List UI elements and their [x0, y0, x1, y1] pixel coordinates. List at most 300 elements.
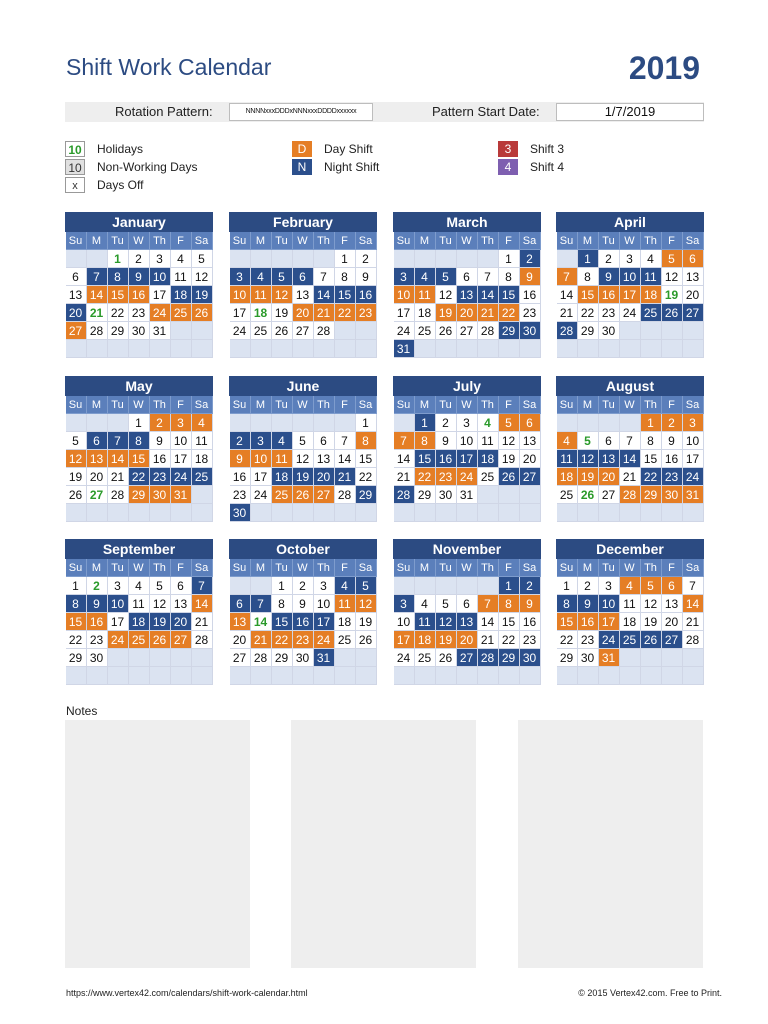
calendar-day[interactable]: 23	[356, 304, 377, 322]
calendar-day[interactable]: 21	[192, 613, 213, 631]
calendar-day[interactable]: 31	[683, 486, 704, 504]
calendar-day[interactable]: 6	[457, 595, 478, 613]
calendar-day[interactable]: 3	[108, 577, 129, 595]
calendar-day[interactable]: 21	[108, 468, 129, 486]
calendar-day[interactable]: 13	[171, 595, 192, 613]
calendar-day[interactable]: 6	[230, 595, 251, 613]
calendar-day[interactable]: 13	[230, 613, 251, 631]
calendar-day[interactable]: 30	[87, 649, 108, 667]
calendar-day[interactable]: 10	[314, 595, 335, 613]
calendar-day[interactable]: 23	[599, 304, 620, 322]
calendar-day[interactable]: 27	[66, 322, 87, 340]
calendar-day[interactable]: 14	[683, 595, 704, 613]
calendar-day[interactable]: 25	[129, 631, 150, 649]
calendar-day[interactable]: 23	[520, 631, 541, 649]
calendar-day[interactable]: 22	[641, 468, 662, 486]
calendar-day[interactable]: 24	[620, 304, 641, 322]
calendar-day[interactable]: 4	[129, 577, 150, 595]
calendar-day[interactable]: 19	[662, 286, 683, 304]
calendar-day[interactable]: 13	[293, 286, 314, 304]
calendar-day[interactable]: 7	[251, 595, 272, 613]
calendar-day[interactable]: 3	[457, 414, 478, 432]
calendar-day[interactable]: 15	[272, 613, 293, 631]
calendar-day[interactable]: 3	[171, 414, 192, 432]
calendar-day[interactable]: 25	[415, 322, 436, 340]
calendar-day[interactable]: 26	[578, 486, 599, 504]
calendar-day[interactable]: 27	[87, 486, 108, 504]
calendar-day[interactable]: 4	[641, 250, 662, 268]
calendar-day[interactable]: 22	[108, 304, 129, 322]
calendar-day[interactable]: 18	[641, 286, 662, 304]
calendar-day[interactable]: 7	[335, 432, 356, 450]
calendar-day[interactable]: 25	[251, 322, 272, 340]
calendar-day[interactable]: 6	[171, 577, 192, 595]
calendar-day[interactable]: 30	[293, 649, 314, 667]
calendar-day[interactable]: 11	[272, 450, 293, 468]
calendar-day[interactable]: 9	[520, 595, 541, 613]
calendar-day[interactable]: 29	[499, 649, 520, 667]
calendar-day[interactable]: 26	[436, 322, 457, 340]
calendar-day[interactable]: 27	[314, 486, 335, 504]
calendar-day[interactable]: 1	[335, 250, 356, 268]
calendar-day[interactable]: 2	[520, 577, 541, 595]
calendar-day[interactable]: 18	[251, 304, 272, 322]
calendar-day[interactable]: 29	[415, 486, 436, 504]
calendar-day[interactable]: 9	[662, 432, 683, 450]
calendar-day[interactable]: 12	[150, 595, 171, 613]
calendar-day[interactable]: 6	[683, 250, 704, 268]
calendar-day[interactable]: 25	[557, 486, 578, 504]
calendar-day[interactable]: 14	[335, 450, 356, 468]
calendar-day[interactable]: 4	[192, 414, 213, 432]
calendar-day[interactable]: 11	[251, 286, 272, 304]
calendar-day[interactable]: 8	[108, 268, 129, 286]
calendar-day[interactable]: 17	[314, 613, 335, 631]
calendar-day[interactable]: 1	[129, 414, 150, 432]
calendar-day[interactable]: 4	[272, 432, 293, 450]
calendar-day[interactable]: 13	[457, 613, 478, 631]
calendar-day[interactable]: 24	[251, 486, 272, 504]
calendar-day[interactable]: 9	[436, 432, 457, 450]
calendar-day[interactable]: 30	[520, 649, 541, 667]
calendar-day[interactable]: 4	[171, 250, 192, 268]
calendar-day[interactable]: 7	[314, 268, 335, 286]
calendar-day[interactable]: 10	[620, 268, 641, 286]
calendar-day[interactable]: 18	[272, 468, 293, 486]
calendar-day[interactable]: 2	[436, 414, 457, 432]
calendar-day[interactable]: 8	[66, 595, 87, 613]
calendar-day[interactable]: 26	[662, 304, 683, 322]
calendar-day[interactable]: 26	[150, 631, 171, 649]
calendar-day[interactable]: 28	[335, 486, 356, 504]
calendar-day[interactable]: 16	[520, 286, 541, 304]
calendar-day[interactable]: 15	[66, 613, 87, 631]
calendar-day[interactable]: 8	[272, 595, 293, 613]
calendar-day[interactable]: 19	[272, 304, 293, 322]
calendar-day[interactable]: 24	[394, 322, 415, 340]
calendar-day[interactable]: 14	[87, 286, 108, 304]
calendar-day[interactable]: 27	[683, 304, 704, 322]
calendar-day[interactable]: 25	[192, 468, 213, 486]
calendar-day[interactable]: 13	[66, 286, 87, 304]
calendar-day[interactable]: 2	[129, 250, 150, 268]
calendar-day[interactable]: 5	[150, 577, 171, 595]
calendar-day[interactable]: 14	[108, 450, 129, 468]
calendar-day[interactable]: 1	[272, 577, 293, 595]
calendar-day[interactable]: 3	[394, 595, 415, 613]
calendar-day[interactable]: 31	[457, 486, 478, 504]
calendar-day[interactable]: 22	[499, 631, 520, 649]
calendar-day[interactable]: 24	[394, 649, 415, 667]
calendar-day[interactable]: 1	[415, 414, 436, 432]
calendar-day[interactable]: 28	[557, 322, 578, 340]
calendar-day[interactable]: 9	[129, 268, 150, 286]
calendar-day[interactable]: 21	[620, 468, 641, 486]
calendar-day[interactable]: 10	[150, 268, 171, 286]
calendar-day[interactable]: 22	[499, 304, 520, 322]
calendar-day[interactable]: 6	[662, 577, 683, 595]
calendar-day[interactable]: 19	[150, 613, 171, 631]
calendar-day[interactable]: 24	[108, 631, 129, 649]
calendar-day[interactable]: 1	[356, 414, 377, 432]
calendar-day[interactable]: 15	[356, 450, 377, 468]
calendar-day[interactable]: 11	[641, 268, 662, 286]
calendar-day[interactable]: 16	[150, 450, 171, 468]
calendar-day[interactable]: 1	[557, 577, 578, 595]
calendar-day[interactable]: 3	[599, 577, 620, 595]
calendar-day[interactable]: 13	[520, 432, 541, 450]
calendar-day[interactable]: 15	[578, 286, 599, 304]
calendar-day[interactable]: 2	[599, 250, 620, 268]
calendar-day[interactable]: 17	[683, 450, 704, 468]
calendar-day[interactable]: 21	[683, 613, 704, 631]
calendar-day[interactable]: 1	[578, 250, 599, 268]
calendar-day[interactable]: 11	[415, 286, 436, 304]
calendar-day[interactable]: 7	[192, 577, 213, 595]
footer-url[interactable]: https://www.vertex42.com/calendars/shift-work-calendar.html	[66, 988, 308, 998]
calendar-day[interactable]: 22	[557, 631, 578, 649]
calendar-day[interactable]: 7	[394, 432, 415, 450]
calendar-day[interactable]: 6	[520, 414, 541, 432]
calendar-day[interactable]: 21	[335, 468, 356, 486]
calendar-day[interactable]: 2	[520, 250, 541, 268]
calendar-day[interactable]: 31	[394, 340, 415, 358]
calendar-day[interactable]: 18	[171, 286, 192, 304]
calendar-day[interactable]: 26	[641, 631, 662, 649]
calendar-day[interactable]: 27	[457, 322, 478, 340]
calendar-day[interactable]: 17	[394, 304, 415, 322]
calendar-day[interactable]: 26	[66, 486, 87, 504]
calendar-day[interactable]: 28	[394, 486, 415, 504]
calendar-day[interactable]: 30	[662, 486, 683, 504]
calendar-day[interactable]: 5	[436, 595, 457, 613]
calendar-day[interactable]: 12	[436, 286, 457, 304]
calendar-day[interactable]: 9	[230, 450, 251, 468]
calendar-day[interactable]: 21	[478, 631, 499, 649]
calendar-day[interactable]: 12	[293, 450, 314, 468]
calendar-day[interactable]: 25	[335, 631, 356, 649]
calendar-day[interactable]: 1	[499, 250, 520, 268]
calendar-day[interactable]: 19	[356, 613, 377, 631]
calendar-day[interactable]: 19	[641, 613, 662, 631]
calendar-day[interactable]: 16	[87, 613, 108, 631]
calendar-day[interactable]: 25	[415, 649, 436, 667]
calendar-day[interactable]: 16	[520, 613, 541, 631]
calendar-day[interactable]: 21	[478, 304, 499, 322]
calendar-day[interactable]: 21	[314, 304, 335, 322]
calendar-day[interactable]: 6	[87, 432, 108, 450]
calendar-day[interactable]: 11	[620, 595, 641, 613]
calendar-day[interactable]: 23	[662, 468, 683, 486]
calendar-day[interactable]: 18	[129, 613, 150, 631]
pattern-start-field[interactable]: 1/7/2019	[556, 103, 704, 121]
calendar-day[interactable]: 9	[356, 268, 377, 286]
calendar-day[interactable]: 12	[641, 595, 662, 613]
calendar-day[interactable]: 9	[520, 268, 541, 286]
calendar-day[interactable]: 24	[314, 631, 335, 649]
calendar-day[interactable]: 24	[150, 304, 171, 322]
calendar-day[interactable]: 10	[171, 432, 192, 450]
calendar-day[interactable]: 27	[230, 649, 251, 667]
calendar-day[interactable]: 24	[230, 322, 251, 340]
calendar-day[interactable]: 29	[578, 322, 599, 340]
calendar-day[interactable]: 5	[192, 250, 213, 268]
calendar-day[interactable]: 26	[436, 649, 457, 667]
calendar-day[interactable]: 15	[335, 286, 356, 304]
calendar-day[interactable]: 30	[230, 504, 251, 522]
calendar-day[interactable]: 22	[578, 304, 599, 322]
calendar-day[interactable]: 19	[436, 631, 457, 649]
calendar-day[interactable]: 31	[150, 322, 171, 340]
calendar-day[interactable]: 15	[641, 450, 662, 468]
calendar-day[interactable]: 5	[662, 250, 683, 268]
calendar-day[interactable]: 24	[457, 468, 478, 486]
calendar-day[interactable]: 8	[499, 595, 520, 613]
calendar-day[interactable]: 1	[108, 250, 129, 268]
calendar-day[interactable]: 23	[578, 631, 599, 649]
notes-box-2[interactable]	[291, 720, 476, 968]
calendar-day[interactable]: 9	[599, 268, 620, 286]
calendar-day[interactable]: 22	[415, 468, 436, 486]
calendar-day[interactable]: 27	[293, 322, 314, 340]
calendar-day[interactable]: 5	[499, 414, 520, 432]
calendar-day[interactable]: 20	[599, 468, 620, 486]
calendar-day[interactable]: 14	[478, 286, 499, 304]
calendar-day[interactable]: 28	[192, 631, 213, 649]
calendar-day[interactable]: 18	[415, 631, 436, 649]
calendar-day[interactable]: 8	[557, 595, 578, 613]
calendar-day[interactable]: 10	[599, 595, 620, 613]
calendar-day[interactable]: 20	[683, 286, 704, 304]
calendar-day[interactable]: 11	[192, 432, 213, 450]
calendar-day[interactable]: 19	[66, 468, 87, 486]
calendar-day[interactable]: 29	[129, 486, 150, 504]
calendar-day[interactable]: 20	[457, 304, 478, 322]
calendar-day[interactable]: 28	[87, 322, 108, 340]
calendar-day[interactable]: 3	[620, 250, 641, 268]
calendar-day[interactable]: 4	[478, 414, 499, 432]
calendar-day[interactable]: 5	[641, 577, 662, 595]
calendar-day[interactable]: 16	[129, 286, 150, 304]
calendar-day[interactable]: 5	[66, 432, 87, 450]
calendar-day[interactable]: 12	[499, 432, 520, 450]
calendar-day[interactable]: 9	[578, 595, 599, 613]
calendar-day[interactable]: 23	[87, 631, 108, 649]
calendar-day[interactable]: 6	[599, 432, 620, 450]
calendar-day[interactable]: 15	[415, 450, 436, 468]
calendar-day[interactable]: 17	[620, 286, 641, 304]
calendar-day[interactable]: 5	[272, 268, 293, 286]
calendar-day[interactable]: 12	[356, 595, 377, 613]
calendar-day[interactable]: 28	[478, 322, 499, 340]
calendar-day[interactable]: 10	[394, 286, 415, 304]
calendar-day[interactable]: 19	[293, 468, 314, 486]
calendar-day[interactable]: 28	[108, 486, 129, 504]
calendar-day[interactable]: 11	[129, 595, 150, 613]
calendar-day[interactable]: 13	[662, 595, 683, 613]
calendar-day[interactable]: 16	[599, 286, 620, 304]
calendar-day[interactable]: 16	[293, 613, 314, 631]
calendar-day[interactable]: 6	[66, 268, 87, 286]
calendar-day[interactable]: 27	[662, 631, 683, 649]
calendar-day[interactable]: 1	[499, 577, 520, 595]
calendar-day[interactable]: 4	[557, 432, 578, 450]
calendar-day[interactable]: 31	[171, 486, 192, 504]
calendar-day[interactable]: 7	[478, 595, 499, 613]
calendar-day[interactable]: 10	[394, 613, 415, 631]
notes-box-1[interactable]	[65, 720, 250, 968]
calendar-day[interactable]: 18	[335, 613, 356, 631]
calendar-day[interactable]: 10	[251, 450, 272, 468]
calendar-day[interactable]: 27	[171, 631, 192, 649]
calendar-day[interactable]: 20	[662, 613, 683, 631]
calendar-day[interactable]: 25	[478, 468, 499, 486]
calendar-day[interactable]: 14	[394, 450, 415, 468]
calendar-day[interactable]: 15	[499, 286, 520, 304]
calendar-day[interactable]: 7	[108, 432, 129, 450]
calendar-day[interactable]: 12	[662, 268, 683, 286]
calendar-day[interactable]: 22	[272, 631, 293, 649]
calendar-day[interactable]: 29	[356, 486, 377, 504]
calendar-day[interactable]: 15	[129, 450, 150, 468]
calendar-day[interactable]: 31	[599, 649, 620, 667]
calendar-day[interactable]: 8	[641, 432, 662, 450]
calendar-day[interactable]: 18	[557, 468, 578, 486]
calendar-day[interactable]: 10	[683, 432, 704, 450]
calendar-day[interactable]: 21	[394, 468, 415, 486]
calendar-day[interactable]: 3	[230, 268, 251, 286]
calendar-day[interactable]: 11	[557, 450, 578, 468]
calendar-day[interactable]: 23	[230, 486, 251, 504]
calendar-day[interactable]: 19	[499, 450, 520, 468]
calendar-day[interactable]: 4	[335, 577, 356, 595]
calendar-day[interactable]: 2	[293, 577, 314, 595]
calendar-day[interactable]: 8	[578, 268, 599, 286]
calendar-day[interactable]: 8	[415, 432, 436, 450]
calendar-day[interactable]: 25	[171, 304, 192, 322]
calendar-day[interactable]: 26	[499, 468, 520, 486]
calendar-day[interactable]: 5	[436, 268, 457, 286]
calendar-day[interactable]: 13	[457, 286, 478, 304]
calendar-day[interactable]: 11	[171, 268, 192, 286]
calendar-day[interactable]: 7	[557, 268, 578, 286]
calendar-day[interactable]: 17	[230, 304, 251, 322]
calendar-day[interactable]: 17	[251, 468, 272, 486]
calendar-day[interactable]: 18	[478, 450, 499, 468]
calendar-day[interactable]: 14	[478, 613, 499, 631]
calendar-day[interactable]: 17	[108, 613, 129, 631]
calendar-day[interactable]: 5	[293, 432, 314, 450]
calendar-day[interactable]: 23	[436, 468, 457, 486]
calendar-day[interactable]: 24	[599, 631, 620, 649]
calendar-day[interactable]: 8	[356, 432, 377, 450]
calendar-day[interactable]: 25	[620, 631, 641, 649]
calendar-day[interactable]: 29	[557, 649, 578, 667]
calendar-day[interactable]: 9	[87, 595, 108, 613]
calendar-day[interactable]: 5	[356, 577, 377, 595]
calendar-day[interactable]: 4	[415, 268, 436, 286]
calendar-day[interactable]: 19	[578, 468, 599, 486]
calendar-day[interactable]: 26	[356, 631, 377, 649]
calendar-day[interactable]: 29	[641, 486, 662, 504]
calendar-day[interactable]: 22	[129, 468, 150, 486]
calendar-day[interactable]: 8	[499, 268, 520, 286]
calendar-day[interactable]: 20	[87, 468, 108, 486]
calendar-day[interactable]: 20	[171, 613, 192, 631]
calendar-day[interactable]: 13	[683, 268, 704, 286]
calendar-day[interactable]: 4	[415, 595, 436, 613]
calendar-day[interactable]: 2	[356, 250, 377, 268]
calendar-day[interactable]: 25	[272, 486, 293, 504]
calendar-day[interactable]: 19	[192, 286, 213, 304]
calendar-day[interactable]: 30	[599, 322, 620, 340]
calendar-day[interactable]: 17	[150, 286, 171, 304]
calendar-day[interactable]: 20	[314, 468, 335, 486]
calendar-day[interactable]: 11	[335, 595, 356, 613]
calendar-day[interactable]: 2	[578, 577, 599, 595]
calendar-day[interactable]: 9	[150, 432, 171, 450]
calendar-day[interactable]: 21	[557, 304, 578, 322]
calendar-day[interactable]: 27	[599, 486, 620, 504]
calendar-day[interactable]: 9	[293, 595, 314, 613]
calendar-day[interactable]: 19	[436, 304, 457, 322]
calendar-day[interactable]: 10	[108, 595, 129, 613]
calendar-day[interactable]: 3	[150, 250, 171, 268]
calendar-day[interactable]: 23	[129, 304, 150, 322]
calendar-day[interactable]: 29	[66, 649, 87, 667]
calendar-day[interactable]: 3	[683, 414, 704, 432]
calendar-day[interactable]: 22	[66, 631, 87, 649]
calendar-day[interactable]: 30	[150, 486, 171, 504]
calendar-day[interactable]: 7	[478, 268, 499, 286]
calendar-day[interactable]: 20	[293, 304, 314, 322]
calendar-day[interactable]: 28	[683, 631, 704, 649]
calendar-day[interactable]: 20	[457, 631, 478, 649]
calendar-day[interactable]: 14	[620, 450, 641, 468]
calendar-day[interactable]: 29	[272, 649, 293, 667]
calendar-day[interactable]: 23	[520, 304, 541, 322]
calendar-day[interactable]: 27	[457, 649, 478, 667]
calendar-day[interactable]: 14	[557, 286, 578, 304]
calendar-day[interactable]: 7	[87, 268, 108, 286]
calendar-day[interactable]: 6	[293, 268, 314, 286]
calendar-day[interactable]: 14	[192, 595, 213, 613]
calendar-day[interactable]: 12	[578, 450, 599, 468]
calendar-day[interactable]: 14	[314, 286, 335, 304]
calendar-day[interactable]: 24	[171, 468, 192, 486]
calendar-day[interactable]: 16	[230, 468, 251, 486]
calendar-day[interactable]: 3	[251, 432, 272, 450]
